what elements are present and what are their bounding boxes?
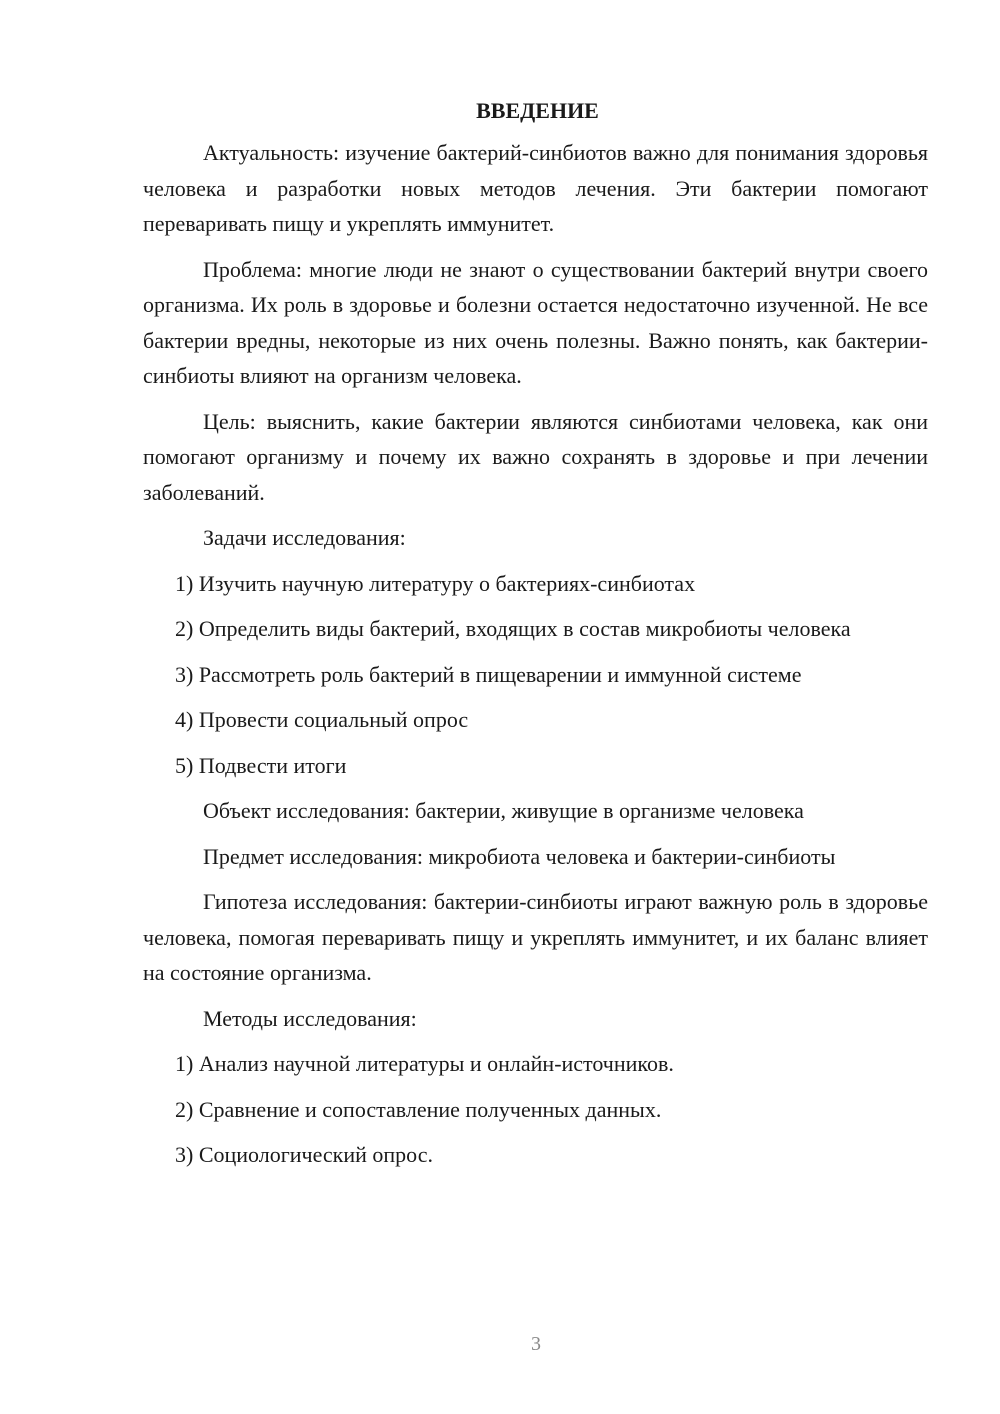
goal-paragraph: Цель: выяснить, какие бактерии являются синбиотами человека, как они помогают организму и почему их важно сохранять в здоровье и при лечении заболеваний. bbox=[143, 408, 928, 505]
method-item: 3) Социологический опрос. bbox=[175, 1142, 433, 1167]
task-item: 5) Подвести итоги bbox=[175, 752, 347, 778]
task-item: 3) Рассмотреть роль бактерий в пищеварении и иммунной системе bbox=[175, 661, 802, 687]
relevance-paragraph: Актуальность: изучение бактерий-синбиотов важно для понимания здоровья человека и разработки новых методов лечения. Эти бактерии помогают переваривать пищу и укреплять иммунитет. bbox=[143, 140, 928, 236]
tasks-heading: Задачи исследования: bbox=[203, 525, 406, 550]
object-paragraph: Объект исследования: бактерии, живущие в организме человека bbox=[203, 798, 804, 823]
method-item: 1) Анализ научной литературы и онлайн-источников. bbox=[175, 1051, 674, 1076]
method-item: 2) Сравнение и сопоставление полученных данных. bbox=[175, 1096, 662, 1122]
page-number: 3 bbox=[531, 1333, 541, 1355]
document-page bbox=[143, 93, 928, 1183]
task-item: 2) Определить виды бактерий, входящих в состав микробиоты человека bbox=[175, 616, 851, 641]
task-item: 4) Провести социальный опрос bbox=[175, 707, 469, 732]
page-title: ВВЕДЕНИЕ bbox=[476, 98, 599, 123]
methods-heading: Методы исследования: bbox=[203, 1005, 417, 1031]
task-item: 1) Изучить научную литературу о бактериях-синбиотах bbox=[175, 570, 696, 596]
problem-paragraph: Проблема: многие люди не знают о существовании бактерий внутри своего организма. Их роль в здоровье и болезни остается недостаточно изученной. Не все бактерии вредны, некоторые из них очень полезны. Важно понять, как бактерии-синбиоты влияют на организм человека. bbox=[143, 256, 928, 388]
subject-paragraph: Предмет исследования: микробиота человека и бактерии-синбиоты bbox=[203, 843, 836, 869]
hypothesis-paragraph: Гипотеза исследования: бактерии-синбиоты играют важную роль в здоровье человека, помогая переваривать пищу и укреплять иммунитет, и их баланс влияет на состояние организма. bbox=[143, 889, 928, 985]
